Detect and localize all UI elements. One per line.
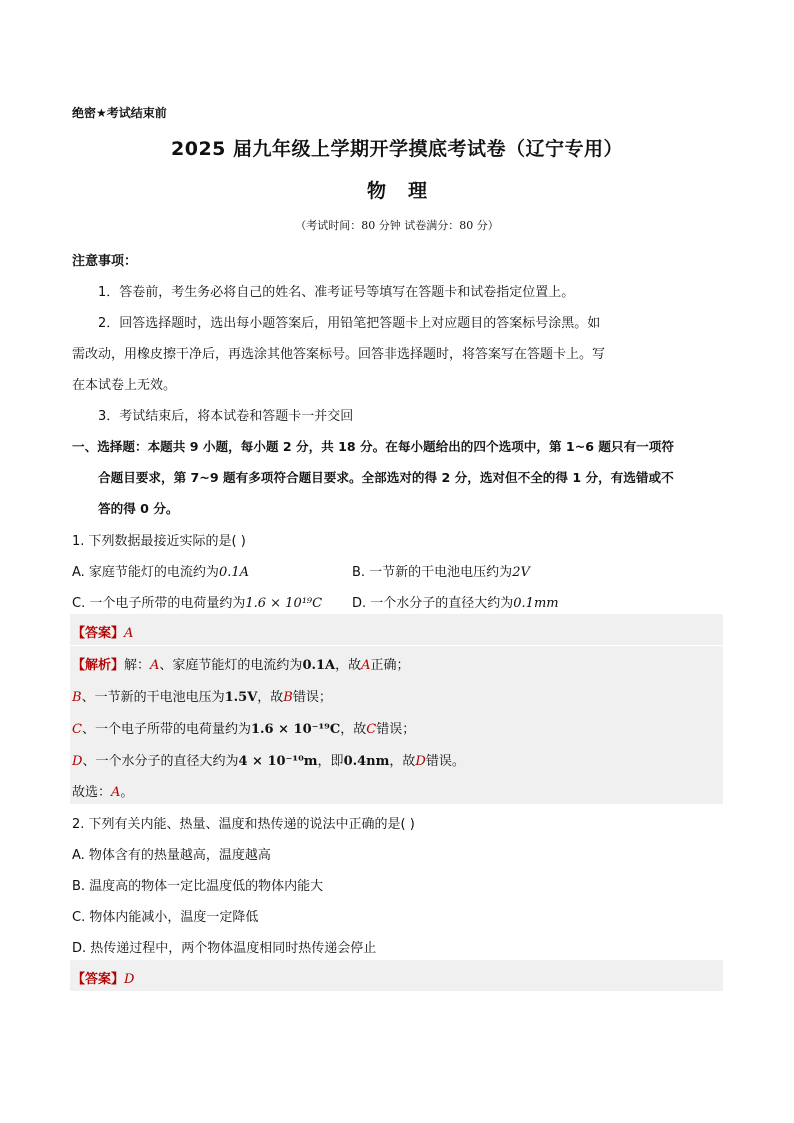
q2-option-a: A. 物体含有的热量越高，温度越高 <box>72 848 271 863</box>
q1-analysis-line-4: D、一个水分子的直径大约为4 × 10⁻¹⁰m，即0.4nm，故D错误。 <box>72 754 465 769</box>
secret-label: 绝密★考试结束前 <box>72 106 167 120</box>
q2-option-c: C. 物体内能减小，温度一定降低 <box>72 910 259 925</box>
q2-option-d: D. 热传递过程中，两个物体温度相同时热传递会停止 <box>72 941 377 956</box>
exam-time-info: （考试时间：80 分钟 试卷满分：80 分） <box>295 219 499 232</box>
q1-option-c: C. 一个电子所带的电荷量约为1.6 × 10¹⁹C <box>72 596 323 611</box>
section-heading-line-3: 答的得 0 分。 <box>98 501 179 516</box>
page-title: 2025 届九年级上学期开学摸底考试卷（辽宁专用） <box>171 138 623 160</box>
q1-option-b: B. 一节新的干电池电压约为2V <box>352 565 530 580</box>
section-heading-line-1: 一、选择题：本题共 9 小题，每小题 2 分，共 18 分。在每小题给出的四个选项中，第 1~6 题只有一项符 <box>72 439 674 454</box>
q1-analysis-line-2: B、一节新的干电池电压为1.5V，故B错误； <box>72 690 332 705</box>
q1-answer-band <box>70 614 723 645</box>
q2-option-b: B. 温度高的物体一定比温度低的物体内能大 <box>72 879 324 894</box>
notice-item-3: 3．考试结束后，将本试卷和答题卡一并交回 <box>98 409 354 424</box>
notice-item-2-line-1: 2．回答选择题时，选出每小题答案后，用铅笔把答题卡上对应题目的答案标号涂黑。如 <box>98 316 601 331</box>
q2-answer: 【答案】D <box>72 972 135 987</box>
q1-choose-line: 故选：A。 <box>72 785 134 800</box>
q2-answer-band <box>70 960 723 991</box>
notice-item-1: 1．答卷前，考生务必将自己的姓名、准考证号等填写在答题卡和试卷指定位置上。 <box>98 285 575 300</box>
q1-analysis-line-3: C、一个电子所带的电荷量约为1.6 × 10⁻¹⁹C，故C错误； <box>72 722 416 737</box>
section-heading-line-2: 合题目要求，第 7~9 题有多项符合题目要求。全部选对的得 2 分，选对但不全的得 1 分，有选错或不 <box>98 470 674 485</box>
notice-heading: 注意事项： <box>72 254 138 269</box>
q1-option-d: D. 一个水分子的直径大约为0.1mm <box>352 596 559 611</box>
q1-option-a: A. 家庭节能灯的电流约为0.1A <box>72 565 249 580</box>
question-1-stem: 1. 下列数据最接近实际的是( ) <box>72 534 246 549</box>
notice-item-2-line-3: 在本试卷上无效。 <box>72 378 177 393</box>
notice-item-2-line-2: 需改动，用橡皮擦干净后，再选涂其他答案标号。回答非选择题时，将答案写在答题卡上。写 <box>72 347 606 362</box>
subject-title: 物理 <box>366 180 449 202</box>
q1-analysis-line-1: 【解析】解：A、家庭节能灯的电流约为0.1A，故A正确； <box>72 658 410 673</box>
question-2-stem: 2. 下列有关内能、热量、温度和热传递的说法中正确的是( ) <box>72 817 415 832</box>
q1-answer: 【答案】A <box>72 626 134 641</box>
